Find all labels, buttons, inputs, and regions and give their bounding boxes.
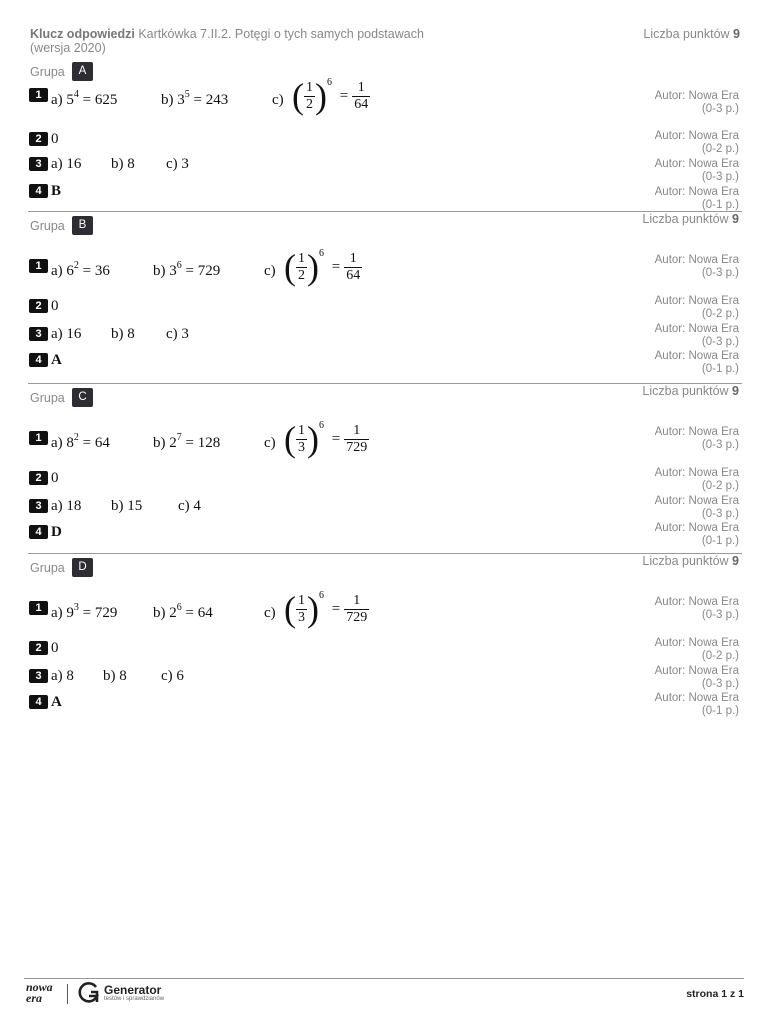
task-point-range: (0-1 p.) xyxy=(701,199,739,211)
task-1c: c) xyxy=(264,605,276,621)
task-3a: a) 18 xyxy=(51,498,82,514)
task-1a: a) $9^3 = 729$ xyxy=(51,602,118,621)
task-3b: b) 8 xyxy=(111,326,135,342)
fraction: $\frac{1}{2}$ xyxy=(298,250,305,283)
task-author: Autor: Nowa Era xyxy=(654,254,739,266)
task-3c: c) 3 xyxy=(166,156,189,172)
page-number: strona 1 z 1 xyxy=(686,988,744,1000)
group-divider xyxy=(28,383,742,384)
task-number-badge: 3 xyxy=(29,669,48,683)
task-point-range: (0-2 p.) xyxy=(701,650,739,662)
task-1c: c) xyxy=(264,263,276,279)
task-meta xyxy=(655,637,739,663)
task-number-badge: 2 xyxy=(29,132,48,146)
task-author: Autor: Nowa Era xyxy=(654,350,739,362)
task-point-range: (0-2 p.) xyxy=(701,480,739,492)
group-divider xyxy=(28,553,742,554)
task-author: Autor: Nowa Era xyxy=(654,323,739,335)
task-meta xyxy=(655,254,739,280)
task-author: Autor: Nowa Era xyxy=(654,692,739,704)
fraction: $\frac{1}{3}$ xyxy=(298,422,305,455)
task-point-range: (0-3 p.) xyxy=(701,267,739,279)
task-author: Autor: Nowa Era xyxy=(654,522,739,534)
task-author: Autor: Nowa Era xyxy=(654,495,739,507)
task-point-range: (0-3 p.) xyxy=(701,103,739,115)
task-1a: a) $5^4 = 625$ xyxy=(51,89,118,108)
task-number-badge: 1 xyxy=(29,601,48,615)
result-fraction: $\frac{1}{729}$ xyxy=(346,592,368,625)
points-value: 9 xyxy=(733,27,740,41)
task-1c: c) xyxy=(264,435,276,451)
task-meta xyxy=(655,692,739,718)
task-2-answer: 0 xyxy=(51,640,59,656)
task-author: Autor: Nowa Era xyxy=(654,130,739,142)
task-4-answer: A xyxy=(51,694,62,710)
task-meta xyxy=(655,295,739,321)
title-version: (wersja 2020) xyxy=(30,41,106,55)
task-2-answer: 0 xyxy=(51,131,59,147)
fraction: $\frac{1}{2}$ xyxy=(306,79,313,112)
task-meta xyxy=(655,323,739,349)
task-meta xyxy=(655,522,739,548)
task-meta xyxy=(655,596,739,622)
task-3c: c) 3 xyxy=(166,326,189,342)
task-author: Autor: Nowa Era xyxy=(654,186,739,198)
footer-divider xyxy=(24,978,744,979)
group-badge: C xyxy=(72,388,93,407)
task-3c: c) 4 xyxy=(178,498,201,514)
task-number-badge: 1 xyxy=(29,259,48,273)
task-2-answer: 0 xyxy=(51,298,59,314)
task-author: Autor: Nowa Era xyxy=(654,90,739,102)
group-points-value: 9 xyxy=(732,554,739,568)
task-4-answer: D xyxy=(51,524,62,540)
task-author: Autor: Nowa Era xyxy=(654,596,739,608)
result-fraction: $\frac{1}{64}$ xyxy=(354,79,369,112)
task-number-badge: 4 xyxy=(29,353,48,367)
task-meta xyxy=(655,426,739,452)
group-points-label: Liczba punktów xyxy=(642,384,729,398)
group-points-label: Liczba punktów xyxy=(642,554,729,568)
generator-subtitle: testów i sprawdzianów xyxy=(104,996,165,1002)
task-4-answer: B xyxy=(51,183,62,199)
group-points xyxy=(642,384,739,398)
task-1c-expression: ( $\frac{1}{2}$ )$^6$ = $\frac{1}{64}$ xyxy=(292,76,369,116)
task-3b: b) 8 xyxy=(103,668,127,684)
task-number-badge: 3 xyxy=(29,157,48,171)
task-point-range: (0-2 p.) xyxy=(701,143,739,155)
task-meta xyxy=(655,130,739,156)
task-4-answer: A xyxy=(51,352,62,368)
task-point-range: (0-3 p.) xyxy=(701,171,739,183)
task-2-answer: 0 xyxy=(51,470,59,486)
task-meta xyxy=(655,350,739,376)
task-author: Autor: Nowa Era xyxy=(654,295,739,307)
group-label: Grupa xyxy=(30,561,65,575)
task-meta xyxy=(655,665,739,691)
task-point-range: (0-1 p.) xyxy=(701,363,739,375)
task-author: Autor: Nowa Era xyxy=(654,426,739,438)
task-author: Autor: Nowa Era xyxy=(654,665,739,677)
task-point-range: (0-2 p.) xyxy=(701,308,739,320)
task-3a: a) 8 xyxy=(51,668,74,684)
task-point-range: (0-3 p.) xyxy=(701,336,739,348)
task-1b: b) $3^6 = 729$ xyxy=(153,260,221,279)
task-meta xyxy=(655,467,739,493)
task-1c: c) xyxy=(272,92,284,108)
task-number-badge: 3 xyxy=(29,327,48,341)
logo-line1: nowa xyxy=(26,980,53,994)
task-number-badge: 4 xyxy=(29,184,48,198)
group-label: Grupa xyxy=(30,219,65,233)
group-label: Grupa xyxy=(30,391,65,405)
generator-g-icon xyxy=(78,982,100,1004)
task-1c-expression: ( $\frac{1}{3}$ )$^6$ = $\frac{1}{729}$ xyxy=(284,589,368,629)
task-author: Autor: Nowa Era xyxy=(654,637,739,649)
task-3a: a) 16 xyxy=(51,156,82,172)
group-divider xyxy=(28,211,742,212)
document-title xyxy=(30,27,460,55)
task-point-range: (0-1 p.) xyxy=(701,535,739,547)
logo-separator xyxy=(67,984,68,1004)
group-badge: B xyxy=(72,216,93,235)
nowa-era-logo xyxy=(26,982,53,1004)
task-1a: a) $8^2 = 64$ xyxy=(51,432,110,451)
task-3b: b) 15 xyxy=(111,498,143,514)
task-meta xyxy=(655,90,739,116)
task-point-range: (0-1 p.) xyxy=(701,705,739,717)
task-3c: c) 6 xyxy=(161,668,184,684)
task-1b: b) $2^7 = 128$ xyxy=(153,432,221,451)
task-author: Autor: Nowa Era xyxy=(654,467,739,479)
task-3a: a) 16 xyxy=(51,326,82,342)
group-points xyxy=(642,212,739,226)
task-number-badge: 3 xyxy=(29,499,48,513)
task-number-badge: 4 xyxy=(29,695,48,709)
task-meta xyxy=(655,186,739,212)
title-rest: Kartkówka 7.II.2. Potęgi o tych samych podstawach xyxy=(138,27,424,41)
task-point-range: (0-3 p.) xyxy=(701,439,739,451)
task-number-badge: 1 xyxy=(29,431,48,445)
task-point-range: (0-3 p.) xyxy=(701,678,739,690)
title-bold: Klucz odpowiedzi xyxy=(30,27,135,41)
group-points-label: Liczba punktów xyxy=(642,212,729,226)
task-number-badge: 4 xyxy=(29,525,48,539)
task-meta xyxy=(655,495,739,521)
group-points xyxy=(642,554,739,568)
task-meta xyxy=(655,158,739,184)
group-points-value: 9 xyxy=(732,212,739,226)
task-1c-expression: ( $\frac{1}{3}$ )$^6$ = $\frac{1}{729}$ xyxy=(284,419,368,459)
task-number-badge: 1 xyxy=(29,88,48,102)
group-points-value: 9 xyxy=(732,384,739,398)
task-number-badge: 2 xyxy=(29,641,48,655)
task-3b: b) 8 xyxy=(111,156,135,172)
task-point-range: (0-3 p.) xyxy=(701,508,739,520)
group-badge: D xyxy=(72,558,93,577)
points-label: Liczba punktów xyxy=(643,27,730,41)
result-fraction: $\frac{1}{64}$ xyxy=(346,250,361,283)
group-label: Grupa xyxy=(30,65,65,79)
logo-line2: era xyxy=(26,991,42,1005)
fraction: $\frac{1}{3}$ xyxy=(298,592,305,625)
task-number-badge: 2 xyxy=(29,471,48,485)
task-1b: b) $2^6 = 64$ xyxy=(153,602,213,621)
result-fraction: $\frac{1}{729}$ xyxy=(346,422,368,455)
task-1c-expression: ( $\frac{1}{2}$ )$^6$ = $\frac{1}{64}$ xyxy=(284,247,361,287)
total-points xyxy=(643,27,740,41)
page-header xyxy=(30,27,740,59)
generator-brand: Generator xyxy=(104,983,162,997)
task-point-range: (0-3 p.) xyxy=(701,609,739,621)
task-author: Autor: Nowa Era xyxy=(654,158,739,170)
group-badge: A xyxy=(72,62,93,81)
task-1a: a) $6^2 = 36$ xyxy=(51,260,110,279)
task-number-badge: 2 xyxy=(29,299,48,313)
task-1b: b) $3^5 = 243$ xyxy=(161,89,229,108)
